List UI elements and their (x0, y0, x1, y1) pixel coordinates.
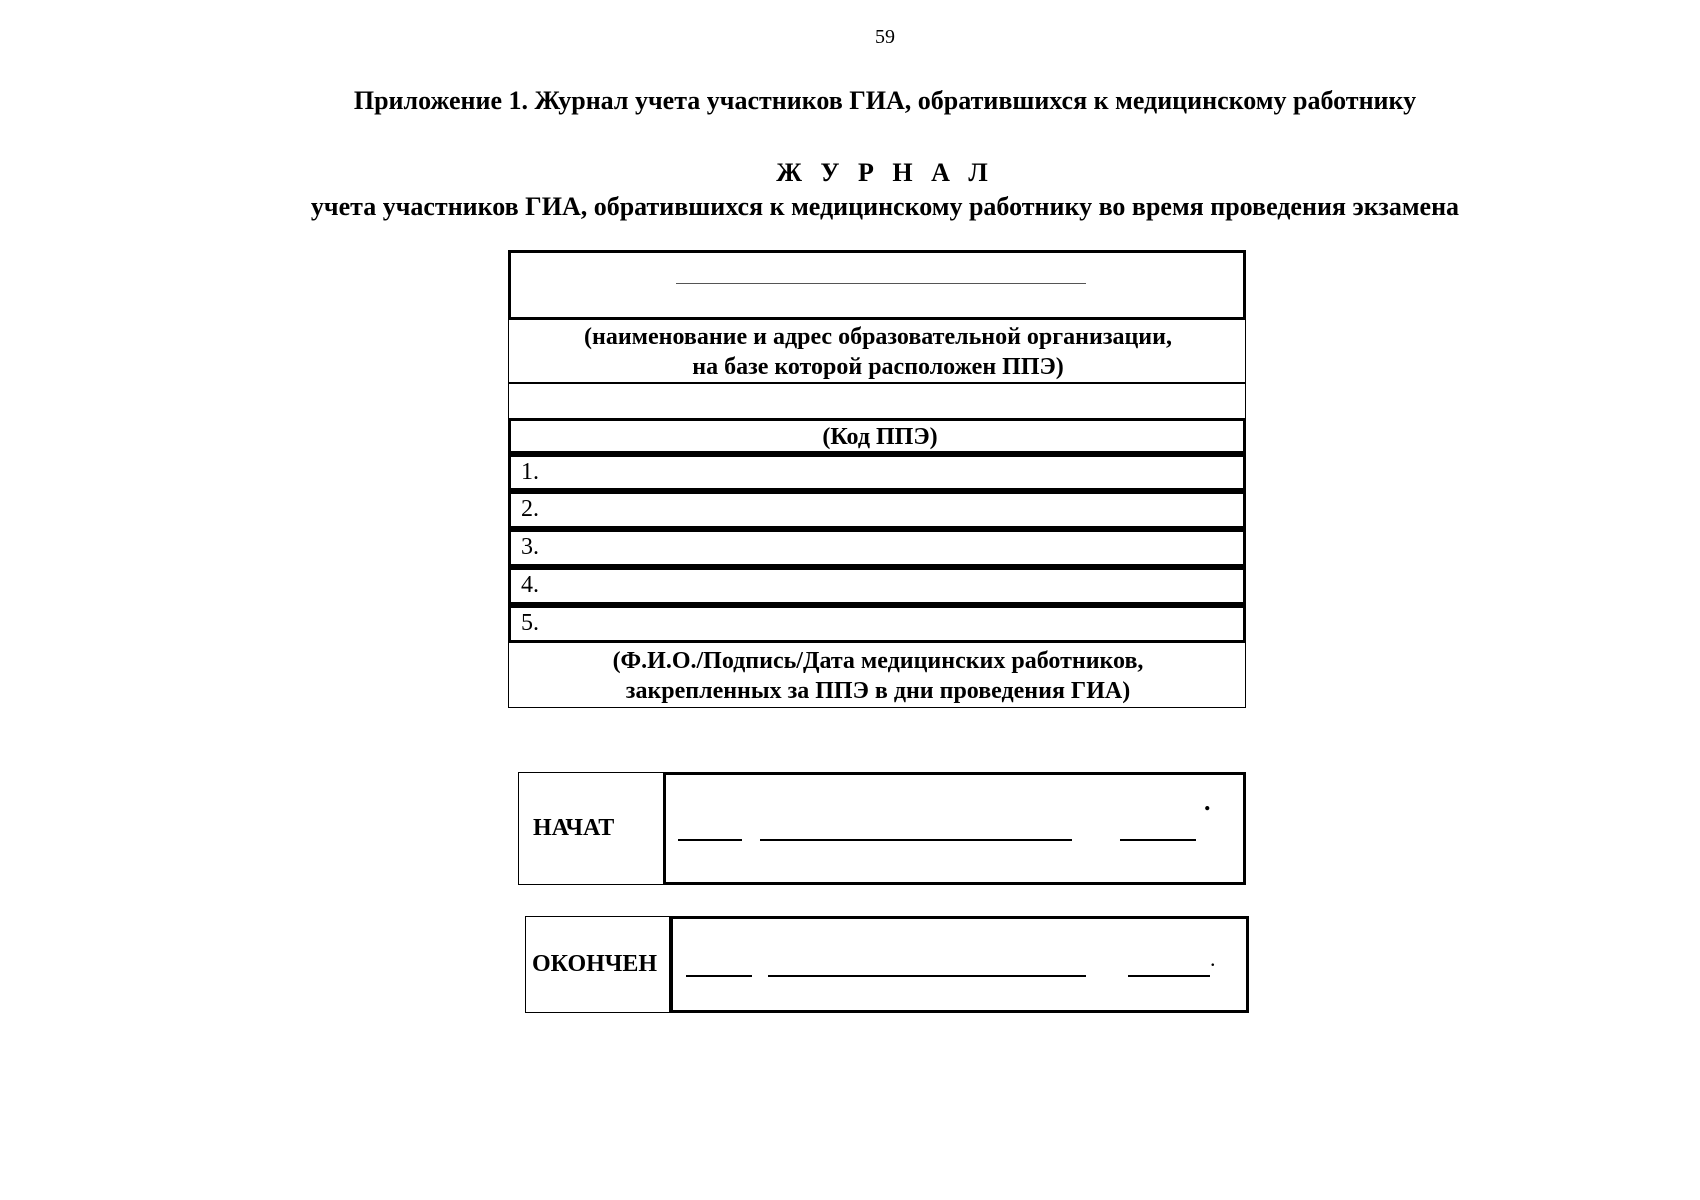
row-number: 2. (521, 496, 539, 522)
started-end-mark: . (1204, 787, 1211, 816)
finished-label-cell (525, 916, 673, 1013)
org-caption-cell (508, 318, 1246, 384)
started-label: НАЧАТ (533, 815, 615, 841)
row-number: 5. (521, 610, 539, 636)
finished-year-blank[interactable] (1128, 975, 1210, 977)
org-caption-line1: (наименование и адрес образовательной организации, (584, 324, 1172, 350)
medic-row-1[interactable] (508, 454, 1246, 491)
started-month-blank[interactable] (760, 839, 1072, 841)
finished-date-field[interactable] (669, 916, 1249, 1013)
ppe-code-field[interactable] (508, 382, 1246, 420)
appendix-title: Приложение 1. Журнал учета участников ГИА, обратившихся к медицинскому работнику (353, 86, 1417, 115)
medics-caption-line2: закрепленных за ППЭ в дни проведения ГИА) (625, 678, 1131, 704)
ppe-code-caption: (Код ППЭ) (822, 424, 938, 450)
medics-caption-cell (508, 642, 1246, 708)
started-box (518, 772, 1246, 885)
org-caption-line2: на базе которой расположен ППЭ) (692, 354, 1064, 380)
started-day-blank[interactable] (678, 839, 742, 841)
journal-heading (0, 156, 1700, 224)
journal-subtitle: учета участников ГИА, обратившихся к медицинскому работнику во время проведения экзамена (310, 192, 1460, 221)
medic-row-2[interactable] (508, 491, 1246, 529)
row-number: 1. (521, 459, 539, 485)
journal-word: Ж У Р Н А Л (776, 158, 994, 187)
medic-row-5[interactable] (508, 605, 1246, 643)
started-date-field[interactable] (663, 772, 1246, 885)
ppe-code-caption-cell (508, 418, 1246, 454)
finished-end-mark: . (1210, 946, 1216, 971)
finished-box (525, 916, 1249, 1013)
row-number: 4. (521, 572, 539, 598)
finished-day-blank[interactable] (686, 975, 752, 977)
page-number: 59 (875, 26, 895, 48)
row-number: 3. (521, 534, 539, 560)
started-label-cell (518, 772, 666, 885)
finished-label: ОКОНЧЕН (532, 951, 658, 977)
org-name-field[interactable] (508, 250, 1246, 320)
medic-row-3[interactable] (508, 529, 1246, 567)
org-name-underline (676, 283, 1086, 284)
started-year-blank[interactable] (1120, 839, 1196, 841)
medics-caption-line1: (Ф.И.О./Подпись/Дата медицинских работников, (612, 648, 1144, 674)
medic-row-4[interactable] (508, 567, 1246, 605)
finished-month-blank[interactable] (768, 975, 1086, 977)
